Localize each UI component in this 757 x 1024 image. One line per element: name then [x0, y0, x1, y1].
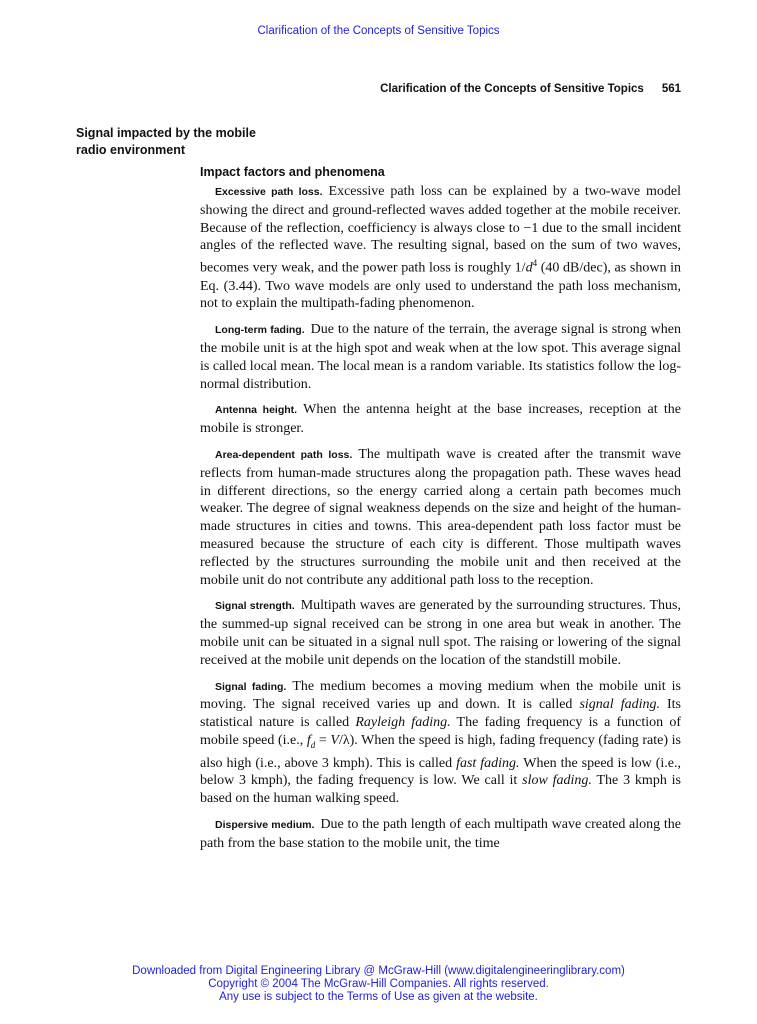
footer-copyright: Copyright © 2004 The McGraw-Hill Companies. All rights reserved.	[208, 978, 549, 990]
footer-download-link[interactable]: Downloaded from Digital Engineering Library @ McGraw-Hill (www.digitalengineeringlibrary.com)	[132, 965, 625, 977]
paragraph-text: Rayleigh fading.	[355, 715, 451, 731]
paragraph	[200, 816, 681, 853]
paragraph-text: Due to the path length of each multipath wave created along the path from the base station to the mobile unit, the time	[200, 816, 681, 851]
paragraph-text: V	[330, 732, 339, 748]
paragraph-text: fast fading.	[456, 755, 520, 771]
paragraph-lead: Long-term fading.	[215, 324, 305, 337]
paragraph-text: The multipath wave is created after the transmit wave reflects from human-made structures along the propagation path. These waves head in different directions, so the energy carried along a certain path becomes much weaker. The degree of signal weakness depends on the size and height of the human-made structures in cities and towns. This area-dependent path loss factor must be measured because the structure of each city is different. Those multipath waves reflected by the structures surrounding the mobile unit and then received at the mobile unit do not contribute any additional path loss to the reception.	[200, 447, 681, 588]
paragraph-text: Due to the nature of the terrain, the average signal is strong when the mobile unit is at the high spot and weak when at the low spot. This average signal is called local mean. The local mean is a random variable. Its statistics follow the log-normal distribution.	[200, 322, 681, 392]
paragraph-text: /λ). When the speed is high, fading frequency (fading rate) is also high (i.e., above 3 kmph). This is called	[200, 732, 681, 771]
paragraph	[200, 183, 681, 313]
paragraph-lead: Dispersive medium.	[215, 818, 315, 831]
running-header	[300, 83, 681, 95]
page-number: 561	[661, 83, 681, 95]
paragraph-text: signal fading.	[579, 697, 660, 713]
paragraph-text: (40 dB/dec), as shown in Eq. (3.44). Two wave models are only used to understand the path loss mechanism, not to explain the multipath-fading phenomenon.	[200, 260, 681, 312]
paragraph	[200, 321, 681, 393]
paragraph-text: When the antenna height at the base increases, reception at the mobile is stronger.	[200, 402, 681, 437]
paragraph-text: Its statistical nature is called	[200, 697, 682, 731]
paragraph	[200, 401, 681, 438]
body-column	[200, 164, 681, 861]
paragraph	[200, 446, 681, 589]
paragraph-text: 4	[532, 258, 538, 269]
paragraph-text: The 3 kmph is based on the human walking speed.	[200, 773, 681, 807]
section-heading: Impact factors and phenomena	[200, 165, 385, 179]
footer-terms[interactable]: Any use is subject to the Terms of Use as given at the website.	[219, 991, 538, 1003]
paragraph-text: Multipath waves are generated by the surrounding structures. Thus, the summed-up signal received can be strong in one area but weak in another. The mobile unit can be situated in a signal null spot. The raising or lowering of the signal received at the mobile unit depends on the location of the standstill mobile.	[200, 598, 681, 668]
paragraph-text: The medium becomes a moving medium when the mobile unit is moving. The signal received varies up and down. It is called	[200, 678, 681, 713]
paragraph-lead: Antenna height.	[215, 404, 298, 417]
top-title-link[interactable]: Clarification of the Concepts of Sensitive Topics	[257, 25, 500, 37]
paragraph-text: Excessive path loss can be explained by a two-wave model showing the direct and ground-reflected waves added together at the mobile receiver. Because of the reflection, coefficiency is always close to −1 due to the small incident angles of the reflected wave. The resulting signal, based on the sum of two waves, becomes very weak, and the power path loss is roughly 1/	[200, 184, 681, 276]
paragraph-text: =	[315, 732, 331, 748]
running-header-title: Clarification of the Concepts of Sensitive Topics	[380, 83, 644, 95]
paragraph-lead: Area-dependent path loss.	[215, 449, 353, 462]
paragraph-text: The fading frequency is a function of mobile speed (i.e.,	[200, 715, 681, 748]
paragraph-lead: Signal strength.	[215, 600, 295, 613]
paragraph	[200, 597, 681, 669]
paragraph-text: When the speed is low (i.e., below 3 kmph), the fading frequency is low. We call it	[200, 755, 681, 789]
paragraph-text: d	[310, 739, 316, 750]
paragraph-text: f	[306, 732, 311, 748]
paragraph-text: d	[525, 260, 533, 276]
side-heading: Signal impacted by the mobile radio environment	[76, 126, 256, 157]
paragraph-list	[200, 183, 681, 853]
paragraph-lead: Signal fading.	[215, 680, 287, 693]
footer	[0, 965, 757, 1004]
paragraph-text: slow fading.	[522, 773, 592, 789]
paragraph-lead: Excessive path loss.	[215, 186, 323, 198]
paragraph	[200, 678, 681, 808]
